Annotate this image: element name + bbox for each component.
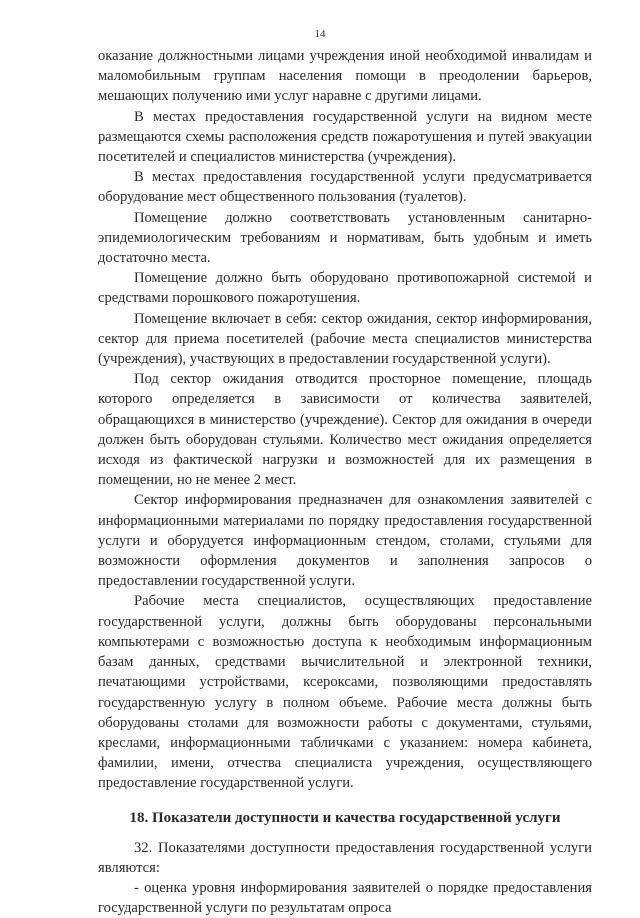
- paragraph: В местах предоставления государственной услуги на видном месте размещаются схемы расположения средств пожаротушения и путей эвакуации посетителей и специалистов министерства (учреждения).: [98, 108, 592, 166]
- page-number: 14: [314, 28, 326, 40]
- paragraph: Рабочие места специалистов, осуществляющих предоставление государственной услуги, должны быть оборудованы персональными компьютерами с возможностью доступа к необходимым информационным базам данных, средствами вычислительной и электронной техники, печатающими устройствами, ксероксами, позволяющими предоставлять государственную услугу в полном объеме. Рабочие места должны быть оборудованы столами для возможности работы с документами, стульями, креслами, информационными табличками с указанием: номера кабинета, фамилии, имени, отчества специалиста учреждения, осуществляющего предоставление государственной услуги.: [98, 593, 592, 792]
- paragraph: - оценка уровня информирования заявителей о порядке предоставления государственной услуги по результатам опроса: [98, 879, 592, 917]
- paragraph: В местах предоставления государственной услуги предусматривается оборудование мест общественного пользования (туалетов).: [98, 169, 592, 206]
- paragraph: Помещение включает в себя: сектор ожидания, сектор информирования, сектор для приема посетителей (рабочие места специалистов министерства (учреждения), участвующих в предоставлении государственной услуги).: [98, 310, 592, 368]
- paragraph: Помещение должно быть оборудовано противопожарной системой и средствами порошкового пожаротушения.: [98, 270, 592, 307]
- paragraph: Помещение должно соответствовать установленным санитарно-эпидемиологическим требованиям и нормативам, быть удобным и иметь достаточно места.: [98, 209, 592, 267]
- document-body: [98, 46, 592, 918]
- section-heading: 18. Показатели доступности и качества государственной услуги: [129, 809, 561, 826]
- paragraph: Под сектор ожидания отводится просторное помещение, площадь которого определяется в зависимости от количества заявителей, обращающихся в министерство (учреждение). Сектор для ожидания в очереди должен быть оборудован стульями. Количество мест ожидания определяется исходя из фактической нагрузки и возможностей для их размещения в помещении, но не менее 2 мест.: [98, 371, 592, 489]
- paragraph: Сектор информирования предназначен для ознакомления заявителей с информационными материалами по порядку предоставления государственной услуги и оборудуется информационным стендом, столами, стульями для возможности оформления документов и заполнения запросов о предоставлении государственной услуги.: [98, 492, 592, 590]
- paragraph: оказание должностными лицами учреждения иной необходимой инвалидам и маломобильным группам населения помощи в преодолении барьеров, мешающих получению ими услуг наравне с другими лицами.: [98, 48, 592, 105]
- paragraph: 32. Показателями доступности предоставления государственной услуги являются:: [98, 839, 592, 876]
